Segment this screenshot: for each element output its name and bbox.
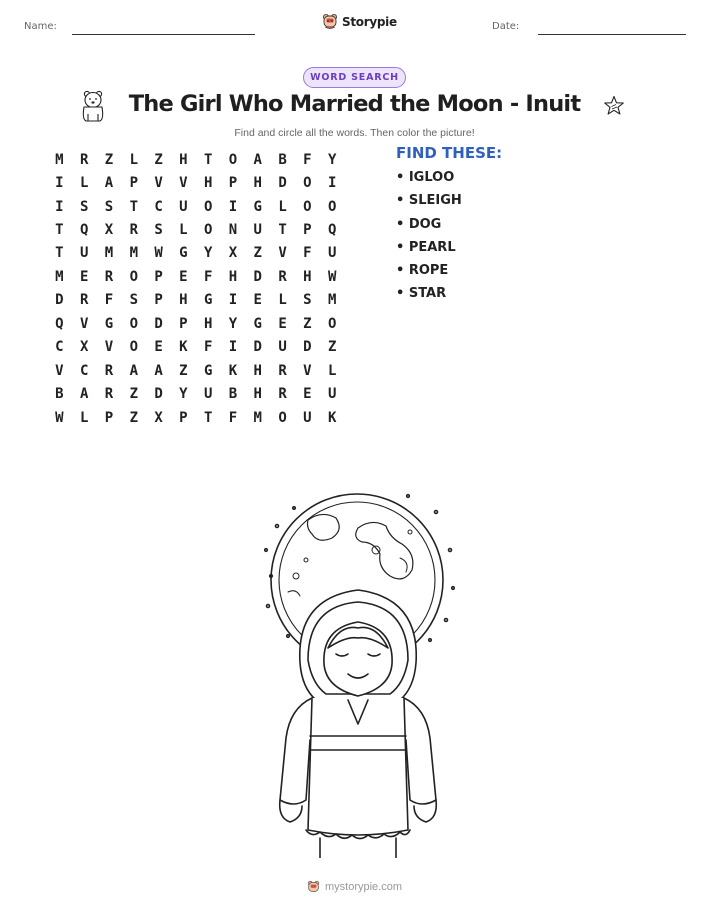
grid-row: [47, 289, 345, 312]
grid-letter[interactable]: T: [203, 151, 213, 168]
grid-letter[interactable]: K: [228, 362, 238, 379]
grid-letter[interactable]: F: [228, 409, 238, 426]
brand: [322, 13, 397, 30]
name-line[interactable]: [72, 34, 255, 35]
grid-letter[interactable]: P: [154, 292, 163, 309]
grid-letter[interactable]: Y: [203, 245, 213, 262]
grid-letter[interactable]: L: [278, 292, 287, 309]
grid-letter[interactable]: I: [327, 175, 337, 192]
word-search-badge: WORD SEARCH: [303, 67, 406, 88]
grid-letter[interactable]: O: [203, 198, 213, 215]
grid-row: [47, 312, 345, 335]
grid-row: [47, 148, 345, 171]
grid-letter[interactable]: O: [129, 339, 138, 356]
grid-letter[interactable]: E: [154, 339, 163, 356]
grid-letter[interactable]: H: [203, 315, 213, 332]
grid-letter[interactable]: Z: [129, 386, 138, 403]
grid-letter[interactable]: O: [303, 175, 312, 192]
grid-letter[interactable]: L: [79, 175, 89, 192]
word-item: • SLEIGH: [396, 193, 462, 209]
grid-letter[interactable]: L: [79, 409, 89, 426]
word-item: • DOG: [396, 216, 442, 232]
grid-letter[interactable]: Q: [327, 222, 337, 239]
storypie-logo-icon: [322, 13, 338, 30]
grid-row: [47, 359, 345, 382]
grid-letter[interactable]: D: [154, 386, 163, 403]
grid-letter[interactable]: M: [104, 245, 114, 262]
grid-letter[interactable]: X: [154, 409, 163, 426]
grid-row: [47, 265, 345, 288]
grid-letter[interactable]: H: [179, 151, 188, 168]
word-item: • STAR: [396, 286, 447, 302]
grid-letter[interactable]: P: [129, 175, 138, 192]
grid-letter[interactable]: S: [79, 198, 89, 215]
grid-letter[interactable]: L: [179, 222, 188, 239]
grid-letter[interactable]: R: [104, 362, 114, 379]
grid-letter[interactable]: X: [228, 245, 238, 262]
grid-letter[interactable]: D: [55, 292, 64, 309]
find-these-heading: FIND THESE:: [396, 144, 503, 162]
grid-letter[interactable]: Y: [327, 151, 337, 168]
name-label: Name:: [24, 21, 57, 32]
grid-letter[interactable]: W: [327, 268, 337, 285]
grid-letter[interactable]: E: [179, 268, 188, 285]
grid-letter[interactable]: A: [79, 386, 89, 403]
grid-letter[interactable]: T: [203, 409, 213, 426]
grid-letter[interactable]: P: [104, 409, 114, 426]
grid-letter[interactable]: P: [179, 409, 188, 426]
grid-letter[interactable]: K: [179, 339, 188, 356]
grid-letter[interactable]: Z: [327, 339, 337, 356]
grid-letter[interactable]: H: [179, 292, 188, 309]
grid-letter[interactable]: N: [228, 222, 238, 239]
grid-letter[interactable]: I: [228, 198, 238, 215]
grid-letter[interactable]: A: [104, 175, 114, 192]
grid-letter[interactable]: Q: [55, 315, 64, 332]
grid-letter[interactable]: O: [327, 315, 337, 332]
grid-letter[interactable]: D: [253, 339, 262, 356]
grid-letter[interactable]: R: [278, 386, 287, 403]
grid-letter[interactable]: I: [228, 292, 238, 309]
grid-letter[interactable]: F: [303, 245, 312, 262]
grid-letter[interactable]: U: [278, 339, 287, 356]
grid-letter[interactable]: V: [154, 175, 163, 192]
grid-letter[interactable]: B: [55, 386, 64, 403]
grid-letter[interactable]: E: [79, 268, 89, 285]
grid-letter[interactable]: W: [154, 245, 163, 262]
grid-letter[interactable]: C: [154, 198, 163, 215]
grid-letter[interactable]: Z: [303, 315, 312, 332]
grid-letter[interactable]: F: [203, 268, 213, 285]
grid-letter[interactable]: V: [104, 339, 114, 356]
grid-letter[interactable]: K: [327, 409, 337, 426]
grid-letter[interactable]: D: [278, 175, 287, 192]
grid-letter[interactable]: B: [278, 151, 287, 168]
grid-row: [47, 195, 345, 218]
grid-letter[interactable]: Z: [129, 409, 138, 426]
grid-letter[interactable]: G: [104, 315, 114, 332]
grid-letter[interactable]: Y: [228, 315, 238, 332]
page-title: The Girl Who Married the Moon - Inuit: [128, 91, 581, 117]
grid-letter[interactable]: C: [79, 362, 89, 379]
grid-letter[interactable]: I: [55, 175, 64, 192]
grid-letter[interactable]: F: [203, 339, 213, 356]
grid-letter[interactable]: M: [55, 151, 64, 168]
storypie-footer-logo-icon: [307, 880, 320, 894]
grid-letter[interactable]: H: [253, 386, 262, 403]
grid-letter[interactable]: O: [129, 268, 138, 285]
grid-letter[interactable]: B: [228, 386, 238, 403]
grid-letter[interactable]: H: [203, 175, 213, 192]
grid-letter[interactable]: Z: [104, 151, 114, 168]
grid-row: [47, 336, 345, 359]
date-label: Date:: [492, 21, 520, 32]
grid-letter[interactable]: A: [253, 151, 262, 168]
grid-letter[interactable]: X: [104, 222, 114, 239]
grid-letter[interactable]: Y: [179, 386, 188, 403]
grid-letter[interactable]: U: [79, 245, 89, 262]
moon-girl-illustration: [250, 488, 465, 858]
grid-letter[interactable]: W: [55, 409, 64, 426]
grid-letter[interactable]: V: [179, 175, 188, 192]
grid-letter[interactable]: P: [303, 222, 312, 239]
grid-letter[interactable]: U: [327, 386, 337, 403]
grid-letter[interactable]: O: [327, 198, 337, 215]
grid-letter[interactable]: S: [154, 222, 163, 239]
grid-letter[interactable]: G: [253, 315, 262, 332]
grid-letter[interactable]: A: [129, 362, 138, 379]
grid-letter[interactable]: T: [278, 222, 287, 239]
grid-letter[interactable]: V: [55, 362, 64, 379]
grid-letter[interactable]: H: [228, 268, 238, 285]
footer-url[interactable]: mystorypie.com: [324, 881, 403, 893]
grid-letter[interactable]: A: [154, 362, 163, 379]
grid-row: [47, 242, 345, 265]
grid-letter[interactable]: O: [228, 151, 238, 168]
footer: [0, 880, 709, 894]
grid-letter[interactable]: U: [203, 386, 213, 403]
grid-letter[interactable]: S: [129, 292, 138, 309]
grid-letter[interactable]: P: [179, 315, 188, 332]
grid-letter[interactable]: D: [253, 268, 262, 285]
grid-letter[interactable]: H: [303, 268, 312, 285]
grid-letter[interactable]: M: [253, 409, 262, 426]
word-item: • ROPE: [396, 263, 449, 279]
grid-letter[interactable]: O: [203, 222, 213, 239]
grid-letter[interactable]: G: [203, 362, 213, 379]
grid-letter[interactable]: X: [79, 339, 89, 356]
grid-row: [47, 218, 345, 241]
grid-letter[interactable]: S: [104, 198, 114, 215]
grid-row: [47, 382, 345, 405]
grid-letter[interactable]: I: [55, 198, 64, 215]
grid-letter[interactable]: F: [104, 292, 114, 309]
grid-letter[interactable]: U: [253, 222, 262, 239]
grid-letter[interactable]: T: [55, 245, 64, 262]
grid-letter[interactable]: R: [104, 268, 114, 285]
grid-letter[interactable]: Z: [179, 362, 188, 379]
grid-letter[interactable]: D: [154, 315, 163, 332]
word-list: [396, 170, 462, 310]
grid-letter[interactable]: L: [278, 198, 287, 215]
grid-letter[interactable]: T: [129, 198, 138, 215]
grid-letter[interactable]: Z: [154, 151, 163, 168]
grid-letter[interactable]: E: [303, 386, 312, 403]
brand-name: Storypie: [342, 14, 397, 29]
word-item: • IGLOO: [396, 170, 455, 185]
grid-letter[interactable]: G: [179, 245, 188, 262]
instructions: Find and circle all the words. Then color the picture!: [234, 127, 475, 139]
grid-letter[interactable]: E: [278, 315, 287, 332]
grid-letter[interactable]: Q: [79, 222, 89, 239]
grid-letter[interactable]: Z: [253, 245, 262, 262]
grid-letter[interactable]: V: [278, 245, 287, 262]
grid-row: [47, 406, 345, 429]
grid-letter[interactable]: G: [253, 198, 262, 215]
grid-letter[interactable]: G: [203, 292, 213, 309]
grid-letter[interactable]: O: [278, 409, 287, 426]
grid-letter[interactable]: S: [303, 292, 312, 309]
grid-letter[interactable]: R: [278, 362, 287, 379]
grid-letter[interactable]: C: [55, 339, 64, 356]
grid-letter[interactable]: R: [129, 222, 138, 239]
grid-letter[interactable]: R: [104, 386, 114, 403]
grid-letter[interactable]: U: [179, 198, 188, 215]
grid-letter[interactable]: F: [303, 151, 312, 168]
date-line[interactable]: [538, 34, 686, 35]
grid-letter[interactable]: R: [79, 151, 89, 168]
grid-letter[interactable]: P: [154, 268, 163, 285]
grid-letter[interactable]: R: [79, 292, 89, 309]
grid-letter[interactable]: V: [303, 362, 312, 379]
grid-letter[interactable]: L: [129, 151, 138, 168]
grid-letter[interactable]: T: [55, 222, 64, 239]
grid-letter[interactable]: M: [327, 292, 337, 309]
grid-letter[interactable]: M: [129, 245, 138, 262]
grid-letter[interactable]: P: [228, 175, 238, 192]
grid-letter[interactable]: E: [253, 292, 262, 309]
grid-letter[interactable]: I: [228, 339, 238, 356]
star-icon: [603, 95, 625, 117]
word-item: • PEARL: [396, 239, 456, 255]
grid-letter[interactable]: U: [327, 245, 337, 262]
grid-letter[interactable]: L: [327, 362, 337, 379]
grid-letter[interactable]: R: [278, 268, 287, 285]
grid-letter[interactable]: U: [303, 409, 312, 426]
grid-letter[interactable]: V: [79, 315, 89, 332]
grid-letter[interactable]: H: [253, 362, 262, 379]
grid-letter[interactable]: H: [253, 175, 262, 192]
grid-letter[interactable]: D: [303, 339, 312, 356]
grid-row: [47, 171, 345, 194]
grid-letter[interactable]: O: [303, 198, 312, 215]
grid-letter[interactable]: O: [129, 315, 138, 332]
letter-grid: [47, 148, 345, 429]
grid-letter[interactable]: M: [55, 268, 64, 285]
